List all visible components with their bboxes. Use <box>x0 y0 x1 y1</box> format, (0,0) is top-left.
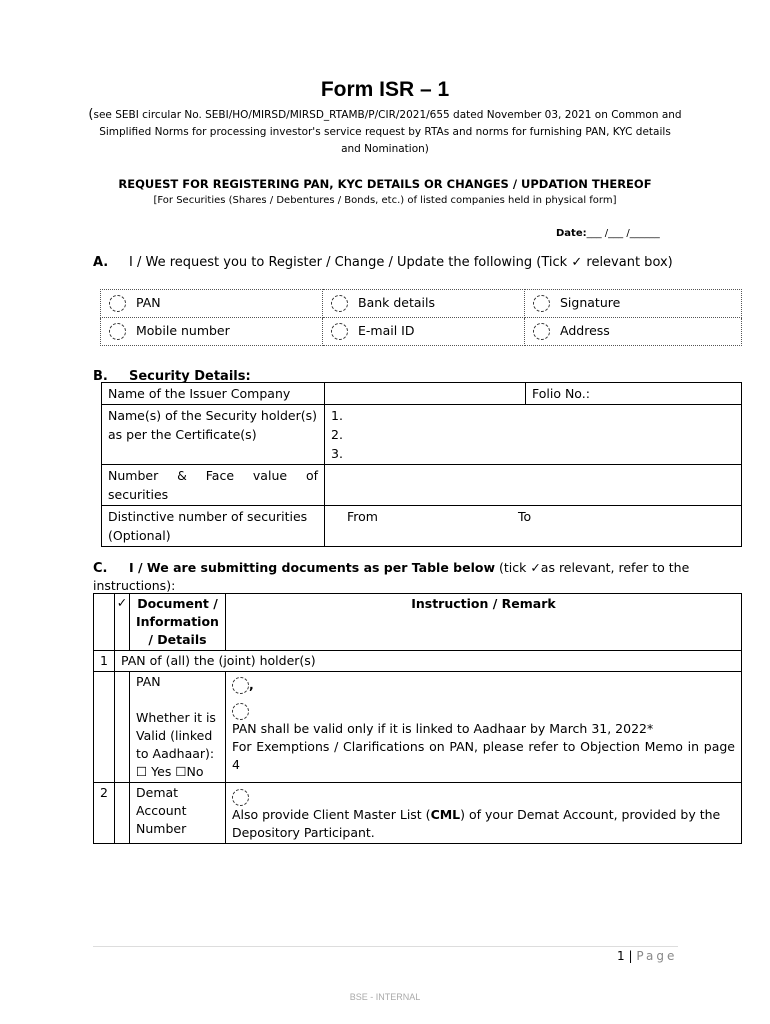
num-header <box>94 594 115 651</box>
holders-value[interactable] <box>325 405 742 465</box>
documents-table <box>93 593 742 844</box>
demat-remark-cell <box>225 783 741 844</box>
doc-header: Document / Information / Details <box>130 594 226 651</box>
section-b-label: B. <box>93 369 108 384</box>
checkbox-icon[interactable] <box>232 677 249 694</box>
section-c-heading <box>93 559 693 594</box>
pan-doc-cell <box>130 672 226 783</box>
issuer-value[interactable] <box>325 383 526 405</box>
checkbox-icon[interactable] <box>331 295 348 312</box>
distinctive-value[interactable] <box>325 506 742 547</box>
folio-cell[interactable] <box>526 383 742 405</box>
no-option[interactable]: ☐No <box>175 764 204 779</box>
option-bank-details[interactable] <box>323 290 525 318</box>
check-mark-icon: ✓ <box>571 255 583 270</box>
demat-label: Demat Account Number <box>130 783 226 844</box>
pan-remark-2: For Exemptions / Clarifications on PAN, please refer to Objection Memo in page 4 <box>231 739 735 772</box>
row-number-empty <box>94 672 115 783</box>
pan-comma: , <box>248 677 254 692</box>
date-field[interactable] <box>556 228 660 239</box>
check-cell[interactable] <box>115 672 130 783</box>
option-label: E-mail ID <box>358 323 415 338</box>
section-b-title: Security Details: <box>129 369 251 384</box>
demat-remark-1: Also provide Client Master List ( <box>231 807 431 822</box>
pan-label: PAN <box>136 674 161 689</box>
checkbox-icon[interactable] <box>533 323 550 340</box>
to-label: To <box>517 509 532 524</box>
option-pan[interactable] <box>101 290 323 318</box>
distinctive-label: Distinctive number of securities (Optional) <box>102 506 325 547</box>
option-address[interactable] <box>525 318 742 346</box>
option-signature[interactable] <box>525 290 742 318</box>
intro-open-paren: ( <box>88 107 94 122</box>
yes-no-choice[interactable] <box>136 763 219 781</box>
holder-line-2: 2. <box>331 427 343 442</box>
row-title: PAN of (all) the (joint) holder(s) <box>115 651 742 672</box>
page-word: Page <box>636 949 678 963</box>
section-a-text-before: I / We request you to Register / Change / Update the following (Tick <box>129 255 568 270</box>
security-details-table <box>101 382 742 547</box>
date-value[interactable]: ___ /___ /______ <box>586 228 660 239</box>
option-email-id[interactable] <box>323 318 525 346</box>
date-label: Date: <box>556 228 587 239</box>
option-label: PAN <box>136 295 161 310</box>
number-face-text: Number & Face value of securities <box>108 468 318 502</box>
option-label: Bank details <box>358 295 436 310</box>
check-mark-icon: ✓ <box>530 560 541 575</box>
checkbox-icon[interactable] <box>232 703 249 720</box>
request-options-table <box>100 289 742 346</box>
holder-line-1: 1. <box>331 408 343 423</box>
pan-remark-1: PAN shall be valid only if it is linked to Aadhaar by March 31, 2022* <box>231 721 654 736</box>
checkbox-icon[interactable] <box>109 323 126 340</box>
holder-line-3: 3. <box>331 446 343 461</box>
row-number: 2 <box>94 783 115 844</box>
holders-label: Name(s) of the Security holder(s) as per the Certificate(s) <box>102 405 325 465</box>
demat-remark-cml: CML <box>430 807 461 822</box>
check-cell[interactable] <box>115 783 130 844</box>
instr-header: Instruction / Remark <box>225 594 741 651</box>
intro-paragraph <box>88 106 682 158</box>
check-header-icon: ✓ <box>115 594 130 651</box>
section-c-rest-2: as relevant, refer to the instructions): <box>93 560 690 593</box>
page-number-value: 1 <box>617 949 625 963</box>
folio-label: Folio No.: <box>532 386 590 401</box>
from-label: From <box>347 509 378 524</box>
row-number: 1 <box>94 651 115 672</box>
section-a-text-after: relevant box) <box>586 255 673 270</box>
option-label: Mobile number <box>136 323 230 338</box>
page-separator: | <box>628 949 633 963</box>
checkbox-icon[interactable] <box>232 789 249 806</box>
request-subheading: [For Securities (Shares / Debentures / Bonds, etc.) of listed companies held in physical form] <box>153 195 617 206</box>
checkbox-icon[interactable] <box>331 323 348 340</box>
option-mobile-number[interactable] <box>101 318 323 346</box>
section-c-rest-1: (tick <box>495 560 531 575</box>
classification-label: BSE - INTERNAL <box>349 992 421 1002</box>
demat-remark-2: ) of your Demat Account, provided by the Depository Participant. <box>231 807 721 840</box>
pan-remark-cell <box>225 672 741 783</box>
request-heading: REQUEST FOR REGISTERING PAN, KYC DETAILS OR CHANGES / UPDATION THEREOF <box>118 177 652 191</box>
issuer-label: Name of the Issuer Company <box>102 383 325 405</box>
section-a-label: A. <box>93 255 109 270</box>
footer-divider <box>93 946 678 947</box>
intro-text: see SEBI circular No. SEBI/HO/MIRSD/MIRSD_RTAMB/P/CIR/2021/655 dated November 03, 2021 on Common and Simplified Norms for processing investor's service request by RTAs and norms for furnishing PAN, KYC details and Nomination) <box>93 109 682 155</box>
number-face-label <box>102 465 325 506</box>
section-c-label: C. <box>93 561 108 576</box>
checkbox-icon[interactable] <box>109 295 126 312</box>
whether-valid-label: Whether it is Valid (linked to Aadhaar): <box>136 710 216 761</box>
option-label: Address <box>560 323 610 338</box>
page-number <box>617 949 677 963</box>
option-label: Signature <box>560 295 621 310</box>
number-face-value[interactable] <box>325 465 742 506</box>
section-c-bold: I / We are submitting documents as per Table below <box>129 560 495 575</box>
section-a-heading <box>93 255 673 270</box>
checkbox-icon[interactable] <box>533 295 550 312</box>
form-title: Form ISR – 1 <box>320 78 450 101</box>
yes-option[interactable]: ☐ Yes <box>136 764 172 779</box>
